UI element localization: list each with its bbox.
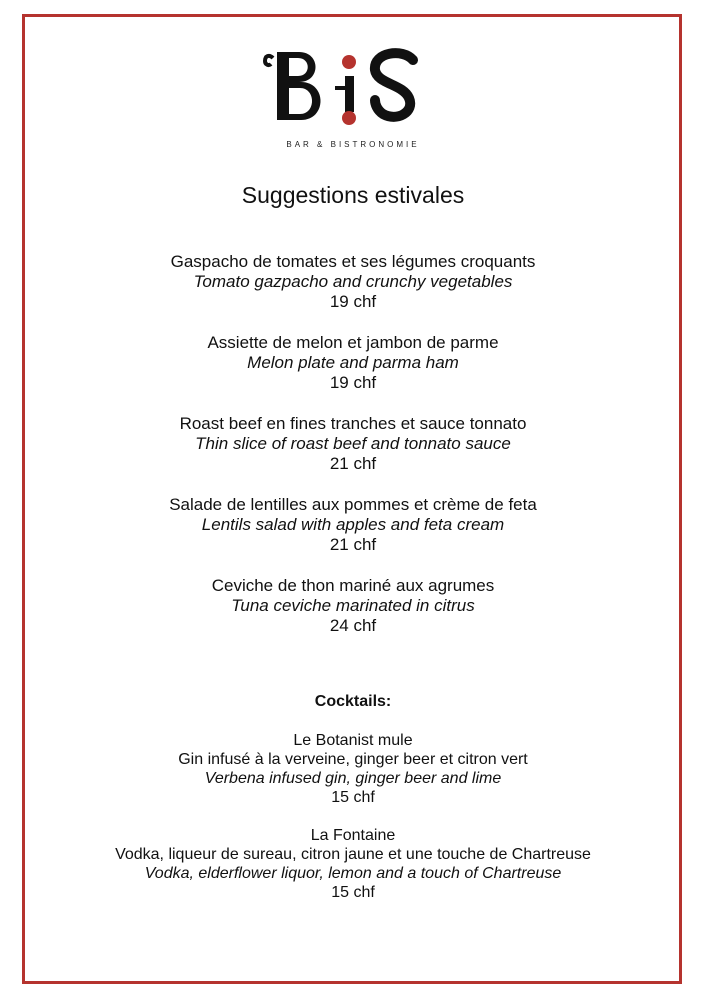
dish-item — [0, 252, 706, 333]
dish-name-en: Melon plate and parma ham — [247, 353, 459, 372]
dish-price: 19 chf — [329, 292, 377, 311]
dish-name-en: Tomato gazpacho and crunchy vegetables — [193, 272, 513, 291]
dish-item — [0, 495, 706, 576]
cocktail-price: 15 chf — [331, 789, 375, 806]
cocktail-description-en: Vodka, elderflower liquor, lemon and a touch of Chartreuse — [144, 865, 562, 882]
menu-title: Suggestions estivales — [241, 182, 465, 208]
cocktail-description-en: Verbena infused gin, ginger beer and lime — [204, 770, 502, 787]
cocktail-list — [0, 731, 706, 921]
dish-name-fr: Ceviche de thon mariné aux agrumes — [211, 576, 495, 595]
dish-name-fr: Assiette de melon et jambon de parme — [207, 333, 499, 352]
cocktail-item — [0, 731, 706, 826]
bis-logo — [0, 46, 706, 130]
dish-item — [0, 333, 706, 414]
dish-name-en: Lentils salad with apples and feta cream — [201, 515, 505, 534]
dish-name-en: Tuna ceviche marinated in citrus — [231, 596, 475, 615]
dish-name-fr: Roast beef en fines tranches et sauce tonnato — [179, 414, 527, 433]
cocktail-name: Le Botanist mule — [293, 732, 413, 749]
cocktail-description-fr: Gin infusé à la verveine, ginger beer et citron vert — [178, 751, 528, 768]
logo-tagline: BAR & BISTRONOMIE — [286, 140, 420, 149]
cocktail-description-fr: Vodka, liqueur de sureau, citron jaune et une touche de Chartreuse — [115, 846, 591, 863]
dish-name-fr: Gaspacho de tomates et ses légumes croquants — [170, 252, 536, 271]
dish-name-en: Thin slice of roast beef and tonnato sauce — [195, 434, 511, 453]
cocktail-price: 15 chf — [331, 884, 375, 901]
cocktail-item — [0, 826, 706, 921]
dish-price: 24 chf — [329, 616, 377, 635]
cocktail-name: La Fontaine — [310, 827, 396, 844]
dish-name-fr: Salade de lentilles aux pommes et crème de feta — [169, 495, 537, 514]
dish-item — [0, 414, 706, 495]
cocktails-heading: Cocktails: — [314, 693, 392, 710]
dish-price: 21 chf — [329, 454, 377, 473]
dish-price: 21 chf — [329, 535, 377, 554]
dish-item — [0, 576, 706, 657]
dish-price: 19 chf — [329, 373, 377, 392]
dish-list — [0, 252, 706, 657]
bis-logo-mark — [263, 46, 443, 130]
